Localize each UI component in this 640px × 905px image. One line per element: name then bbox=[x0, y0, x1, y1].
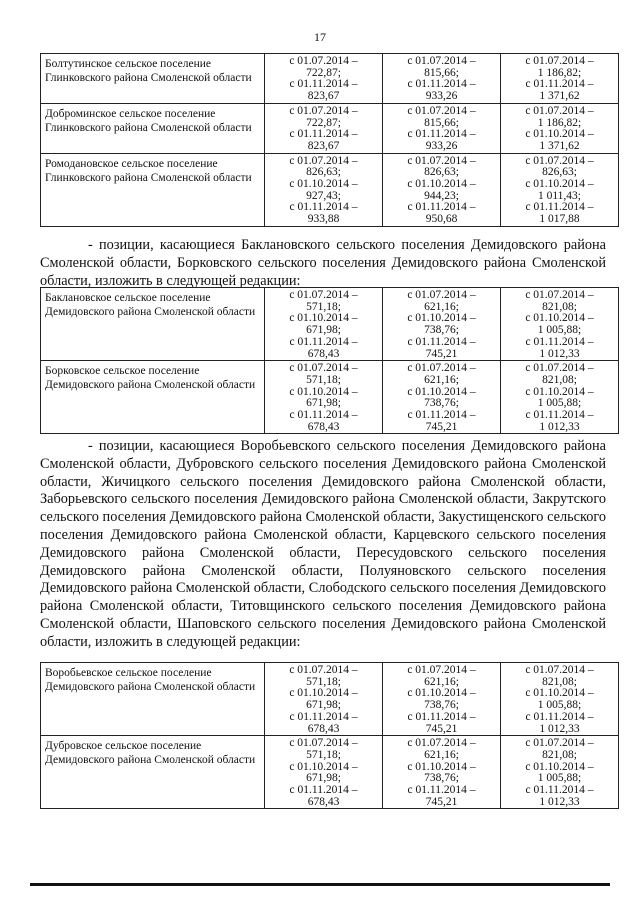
tariff-date: с 01.11.2014 – bbox=[407, 78, 476, 91]
tariff-value: 826,63; bbox=[424, 166, 459, 179]
tariff-value: 826,63; bbox=[306, 166, 341, 179]
tariff-value: 1 012,33 bbox=[539, 347, 580, 360]
tariff-value: 1 012,33 bbox=[539, 722, 580, 735]
settlement-name: Доброминское сельское поселение Глинковского района Смоленской области bbox=[41, 103, 265, 153]
tariff-date: с 01.10.2014 – bbox=[289, 687, 358, 700]
tariff-table-2 bbox=[40, 287, 619, 434]
tariff-date: с 01.11.2014 – bbox=[525, 201, 594, 214]
tariff-date: с 01.11.2014 – bbox=[407, 710, 476, 723]
tariff-value: 571,18; bbox=[306, 748, 341, 761]
tariff-value: 722,87; bbox=[306, 66, 341, 79]
tariff-cell bbox=[501, 663, 619, 736]
tariff-value: 1 005,88; bbox=[537, 772, 582, 785]
tariff-date: с 01.07.2014 – bbox=[525, 55, 594, 67]
tariff-date: с 01.07.2014 – bbox=[525, 154, 594, 167]
tariff-cell bbox=[265, 153, 383, 226]
table-row bbox=[41, 153, 619, 226]
tariff-date: с 01.10.2014 – bbox=[289, 178, 358, 191]
tariff-date: с 01.10.2014 – bbox=[407, 312, 476, 325]
tariff-value: 571,18; bbox=[306, 300, 341, 313]
tariff-value: 621,16; bbox=[424, 300, 459, 313]
tariff-date: с 01.10.2014 – bbox=[407, 178, 476, 191]
tariff-cell bbox=[265, 736, 383, 809]
tariff-value: 678,43 bbox=[307, 795, 340, 808]
tariff-value: 738,76; bbox=[424, 397, 459, 410]
page-number: 17 bbox=[314, 30, 326, 44]
tariff-date: с 01.10.2014 – bbox=[289, 385, 358, 398]
tariff-cell bbox=[265, 288, 383, 361]
tariff-value: 1 005,88; bbox=[537, 397, 582, 410]
bottom-rule bbox=[30, 883, 610, 886]
tariff-value: 621,16; bbox=[424, 373, 459, 386]
paragraph-vorobevskoe-and-others: - позиции, касающиеся Воробьевского сельского поселения Демидовского района Смоленской области, Дубровского сельского поселения Демидовского района Смоленской области, Жичицкого сельского поселения Демидовского района Смоленской области, Заборьевского сельского поселения Демидовского района Смоленской области, Закрутского сельского поселения Демидовского района Смоленской области, Закустищенского сельского поселения Демидовского района Смоленской области, Карцевского сельского поселения Демидовского района Смоленской области, Пересудовского сельского поселения Демидовского района Смоленской области, Полуяновского сельского поселения Демидовского района Смоленской области, Слободского сельского поселения Демидовского района Смоленской области, Титовщинского сельского поселения Демидовского района Смоленской области, Шаповского сельского поселения Демидовского района Смоленской области, изложить в следующей редакции: bbox=[40, 438, 606, 650]
tariff-value: 678,43 bbox=[307, 722, 340, 735]
tariff-date: с 01.11.2014 – bbox=[525, 78, 594, 91]
tariff-date: с 01.07.2014 – bbox=[289, 362, 358, 375]
tariff-value: 1 371,62 bbox=[539, 139, 580, 152]
tariff-date: с 01.11.2014 – bbox=[407, 409, 476, 422]
tariff-value: 571,18; bbox=[306, 675, 341, 688]
tariff-value: 738,76; bbox=[424, 699, 459, 712]
tariff-value: 815,66; bbox=[424, 116, 459, 129]
tariff-date: с 01.11.2014 – bbox=[289, 201, 358, 214]
tariff-date: с 01.07.2014 – bbox=[289, 737, 358, 750]
tariff-value: 933,88 bbox=[307, 213, 340, 226]
tariff-value: 821,08; bbox=[542, 300, 577, 313]
tariff-value: 927,43; bbox=[306, 189, 341, 202]
tariff-cell bbox=[265, 54, 383, 104]
tariff-value: 571,18; bbox=[306, 373, 341, 386]
tariff-date: с 01.10.2014 – bbox=[289, 760, 358, 773]
tariff-value: 1 017,88 bbox=[539, 213, 580, 226]
tariff-date: с 01.10.2014 – bbox=[407, 760, 476, 773]
tariff-cell bbox=[265, 663, 383, 736]
tariff-cell bbox=[501, 736, 619, 809]
tariff-cell bbox=[501, 288, 619, 361]
tariff-value: 722,87; bbox=[306, 116, 341, 129]
tariff-date: с 01.07.2014 – bbox=[525, 104, 594, 117]
tariff-date: с 01.07.2014 – bbox=[407, 664, 476, 676]
tariff-date: с 01.10.2014 – bbox=[525, 687, 594, 700]
table-row bbox=[41, 103, 619, 153]
tariff-value: 1 005,88; bbox=[537, 699, 582, 712]
tariff-date: с 01.07.2014 – bbox=[289, 289, 358, 301]
tariff-value: 1 011,43; bbox=[537, 189, 582, 202]
table-row bbox=[41, 736, 619, 809]
tariff-value: 1 371,62 bbox=[539, 90, 580, 103]
tariff-date: с 01.07.2014 – bbox=[525, 289, 594, 301]
tariff-date: с 01.10.2014 – bbox=[407, 385, 476, 398]
tariff-value: 944,23; bbox=[424, 189, 459, 202]
tariff-value: 671,98; bbox=[306, 699, 341, 712]
tariff-date: с 01.07.2014 – bbox=[525, 664, 594, 676]
tariff-date: с 01.07.2014 – bbox=[525, 737, 594, 750]
tariff-date: с 01.10.2014 – bbox=[407, 687, 476, 700]
tariff-value: 745,21 bbox=[425, 420, 458, 433]
tariff-cell bbox=[265, 361, 383, 434]
tariff-date: с 01.07.2014 – bbox=[407, 289, 476, 301]
tariff-date: с 01.07.2014 – bbox=[289, 55, 358, 67]
tariff-cell bbox=[383, 288, 501, 361]
tariff-table-3 bbox=[40, 662, 619, 809]
tariff-date: с 01.11.2014 – bbox=[289, 78, 358, 91]
tariff-value: 821,08; bbox=[542, 373, 577, 386]
tariff-date: с 01.10.2014 – bbox=[525, 178, 594, 191]
tariff-cell bbox=[501, 103, 619, 153]
tariff-value: 678,43 bbox=[307, 420, 340, 433]
table-row bbox=[41, 663, 619, 736]
tariff-value: 950,68 bbox=[425, 213, 458, 226]
tariff-value: 745,21 bbox=[425, 795, 458, 808]
tariff-value: 621,16; bbox=[424, 748, 459, 761]
settlement-name: Дубровское сельское поселение Демидовского района Смоленской области bbox=[41, 736, 265, 809]
tariff-value: 671,98; bbox=[306, 397, 341, 410]
tariff-date: с 01.11.2014 – bbox=[407, 335, 476, 348]
tariff-date: с 01.11.2014 – bbox=[289, 784, 358, 797]
tariff-value: 671,98; bbox=[306, 324, 341, 337]
tariff-date: с 01.07.2014 – bbox=[407, 362, 476, 375]
tariff-date: с 01.10.2014 – bbox=[525, 312, 594, 325]
tariff-date: с 01.11.2014 – bbox=[525, 784, 594, 797]
tariff-value: 821,08; bbox=[542, 748, 577, 761]
tariff-value: 1 186,82; bbox=[537, 66, 582, 79]
tariff-value: 823,67 bbox=[307, 90, 340, 103]
tariff-date: с 01.10.2014 – bbox=[525, 760, 594, 773]
tariff-date: с 01.11.2014 – bbox=[289, 710, 358, 723]
settlement-name: Борковское сельское поселение Демидовского района Смоленской области bbox=[41, 361, 265, 434]
tariff-cell bbox=[501, 361, 619, 434]
tariff-value: 678,43 bbox=[307, 347, 340, 360]
tariff-date: с 01.07.2014 – bbox=[289, 664, 358, 676]
tariff-date: с 01.07.2014 – bbox=[525, 362, 594, 375]
table-row bbox=[41, 54, 619, 104]
table-row bbox=[41, 288, 619, 361]
tariff-date: с 01.10.2014 – bbox=[525, 128, 594, 141]
tariff-value: 745,21 bbox=[425, 722, 458, 735]
tariff-value: 745,21 bbox=[425, 347, 458, 360]
settlement-name: Воробьевское сельское поселение Демидовского района Смоленской области bbox=[41, 663, 265, 736]
tariff-value: 738,76; bbox=[424, 324, 459, 337]
tariff-date: с 01.11.2014 – bbox=[289, 128, 358, 141]
tariff-value: 821,08; bbox=[542, 675, 577, 688]
tariff-date: с 01.10.2014 – bbox=[525, 385, 594, 398]
tariff-table-1 bbox=[40, 53, 619, 227]
tariff-value: 1 012,33 bbox=[539, 795, 580, 808]
tariff-date: с 01.11.2014 – bbox=[525, 409, 594, 422]
tariff-value: 738,76; bbox=[424, 772, 459, 785]
paragraph-baklanovskoe-borkovskoe: - позиции, касающиеся Баклановского сельского поселения Демидовского района Смоленской области, Борковского сельского поселения Демидовского района Смоленской области, изложить в следующей редакции: bbox=[40, 237, 606, 289]
tariff-date: с 01.07.2014 – bbox=[407, 104, 476, 117]
tariff-value: 1 012,33 bbox=[539, 420, 580, 433]
tariff-date: с 01.07.2014 – bbox=[407, 737, 476, 750]
tariff-cell bbox=[383, 736, 501, 809]
tariff-date: с 01.11.2014 – bbox=[289, 335, 358, 348]
tariff-date: с 01.11.2014 – bbox=[525, 335, 594, 348]
settlement-name: Болтутинское сельское поселение Глинковского района Смоленской области bbox=[41, 54, 265, 104]
tariff-date: с 01.11.2014 – bbox=[407, 128, 476, 141]
tariff-value: 621,16; bbox=[424, 675, 459, 688]
tariff-cell bbox=[501, 54, 619, 104]
tariff-date: с 01.07.2014 – bbox=[289, 104, 358, 117]
tariff-value: 933,26 bbox=[425, 139, 458, 152]
tariff-date: с 01.11.2014 – bbox=[407, 201, 476, 214]
tariff-date: с 01.11.2014 – bbox=[407, 784, 476, 797]
tariff-cell bbox=[383, 361, 501, 434]
tariff-date: с 01.07.2014 – bbox=[407, 154, 476, 167]
tariff-value: 1 186,82; bbox=[537, 116, 582, 129]
tariff-date: с 01.11.2014 – bbox=[525, 710, 594, 723]
tariff-value: 823,67 bbox=[307, 139, 340, 152]
tariff-value: 933,26 bbox=[425, 90, 458, 103]
tariff-value: 671,98; bbox=[306, 772, 341, 785]
settlement-name: Баклановское сельское поселение Демидовского района Смоленской области bbox=[41, 288, 265, 361]
tariff-value: 815,66; bbox=[424, 66, 459, 79]
tariff-cell bbox=[383, 103, 501, 153]
tariff-value: 826,63; bbox=[542, 166, 577, 179]
tariff-cell bbox=[265, 103, 383, 153]
tariff-date: с 01.10.2014 – bbox=[289, 312, 358, 325]
tariff-cell bbox=[383, 663, 501, 736]
settlement-name: Ромодановское сельское поселение Глинковского района Смоленской области bbox=[41, 153, 265, 226]
table-row bbox=[41, 361, 619, 434]
tariff-value: 1 005,88; bbox=[537, 324, 582, 337]
tariff-date: с 01.07.2014 – bbox=[407, 55, 476, 67]
tariff-date: с 01.11.2014 – bbox=[289, 409, 358, 422]
tariff-cell bbox=[383, 54, 501, 104]
tariff-date: с 01.07.2014 – bbox=[289, 154, 358, 167]
tariff-cell bbox=[501, 153, 619, 226]
tariff-cell bbox=[383, 153, 501, 226]
